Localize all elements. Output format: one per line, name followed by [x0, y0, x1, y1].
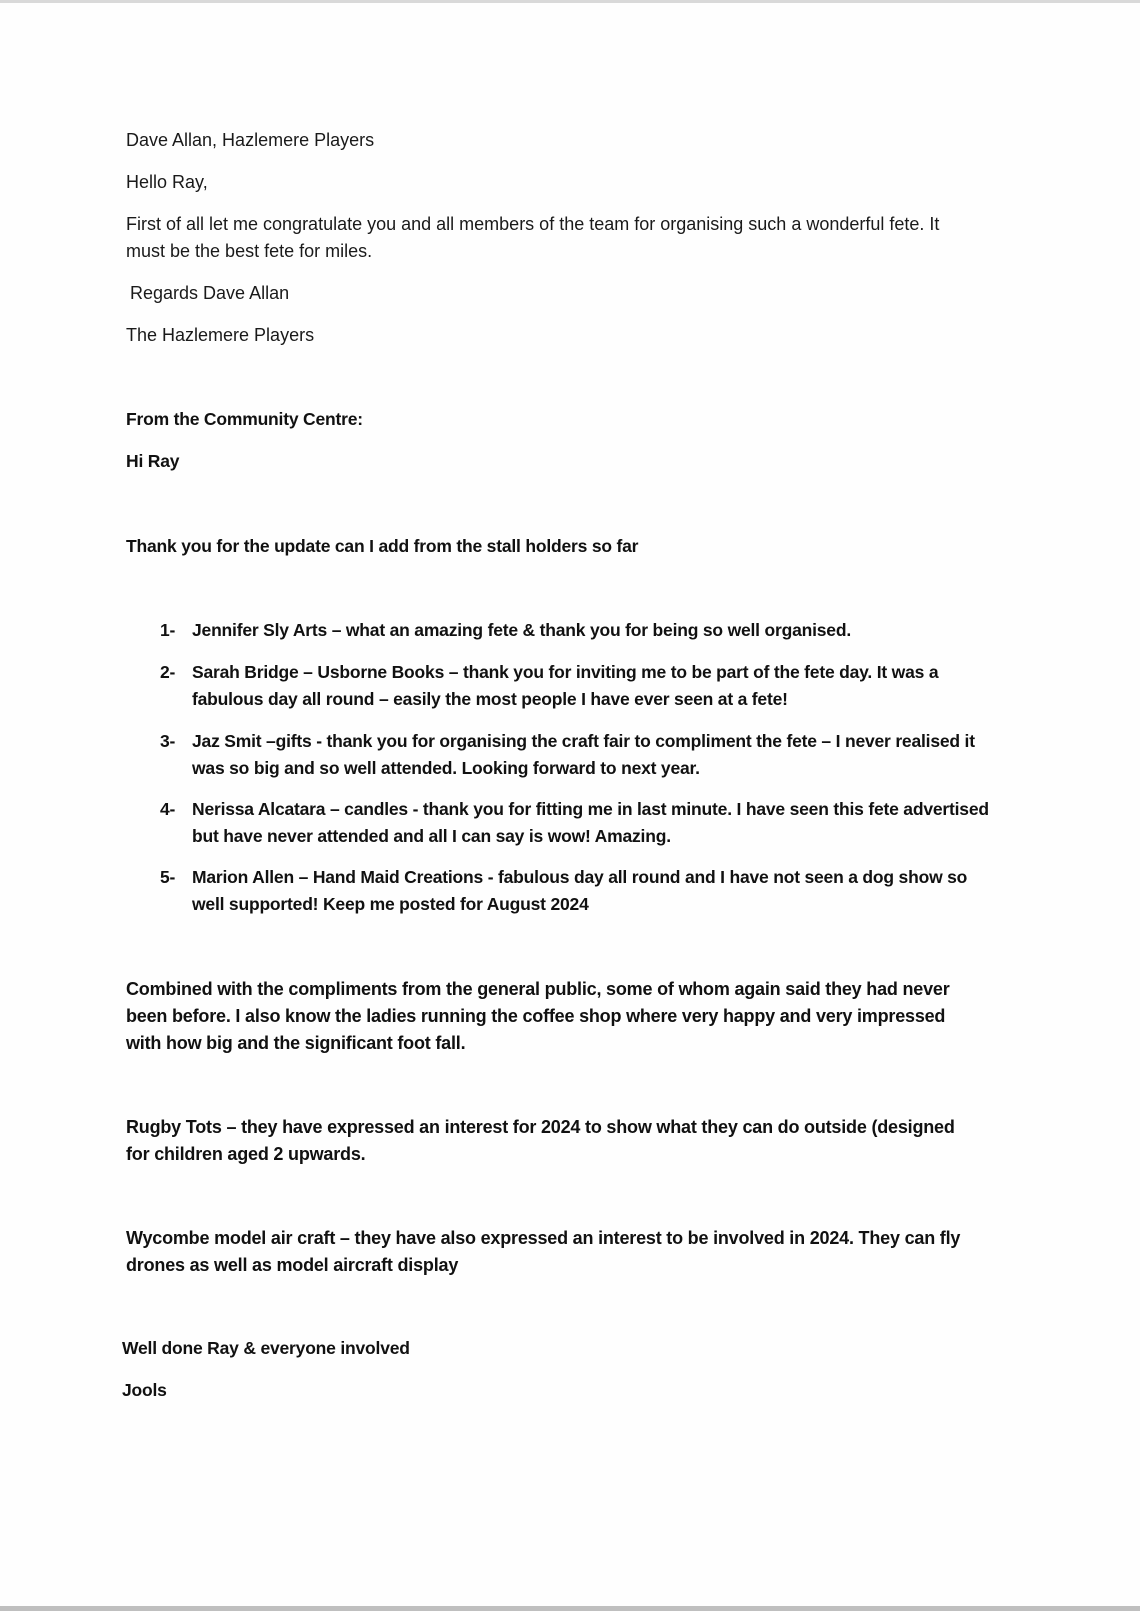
list-item-text: Marion Allen – Hand Maid Creations - fabulous day all round and I have not seen a dog show so well supported! Keep me posted for August 2024 [192, 867, 968, 914]
signature: Jools [122, 1380, 167, 1400]
well-done-line: Well done Ray & everyone involved [122, 1338, 410, 1358]
list-item-number: 3- [160, 731, 176, 751]
combined-paragraph: Combined with the compliments from the general public, some of whom again said they had never been before. I also know the ladies running the coffee shop where very happy and very impressed with how big and the significant foot fall. [126, 979, 950, 1053]
rugby-tots-paragraph: Rugby Tots – they have expressed an interest for 2024 to show what they can do outside (designed for children aged 2 upwards. [126, 1117, 955, 1164]
list-item [160, 659, 1000, 713]
letter1-signoff: Regards Dave Allan [130, 283, 290, 303]
letter1-org: The Hazlemere Players [126, 325, 315, 345]
list-item-text: Nerissa Alcatara – candles - thank you for fitting me in last minute. I have seen this fete advertised but have never attended and all I can say is wow! Amazing. [192, 799, 989, 846]
letter2-intro: Thank you for the update can I add from the stall holders so far [126, 536, 639, 556]
letter1-header: Dave Allan, Hazlemere Players [126, 130, 375, 150]
list-item-number: 2- [160, 662, 176, 682]
list-item [160, 617, 1000, 644]
wycombe-paragraph: Wycombe model air craft – they have also expressed an interest to be involved in 2024. They can fly drones as well as model aircraft display [126, 1228, 961, 1275]
list-item-number: 1- [160, 620, 176, 640]
scan-top-edge [0, 0, 1140, 3]
list-item-text: Jennifer Sly Arts – what an amazing fete & thank you for being so well organised. [192, 620, 851, 640]
letter1-body: First of all let me congratulate you and all members of the team for organising such a wonderful fete. It must be the best fete for miles. [126, 214, 940, 261]
letter1-greeting: Hello Ray, [126, 172, 208, 192]
scan-bottom-edge [0, 1606, 1140, 1611]
list-item-number: 4- [160, 799, 176, 819]
list-item [160, 864, 1000, 918]
list-item-text: Sarah Bridge – Usborne Books – thank you for inviting me to be part of the fete day. It was a fabulous day all round – easily the most people I have ever seen at a fete! [192, 662, 939, 709]
letter2-greeting: Hi Ray [126, 451, 180, 471]
list-item [160, 728, 1000, 782]
list-item-number: 5- [160, 867, 176, 887]
list-item-text: Jaz Smit –gifts - thank you for organising the craft fair to compliment the fete – I never realised it was so big and so well attended. Looking forward to next year. [192, 731, 975, 778]
list-item [160, 796, 1000, 850]
letter2-header: From the Community Centre: [126, 409, 363, 429]
